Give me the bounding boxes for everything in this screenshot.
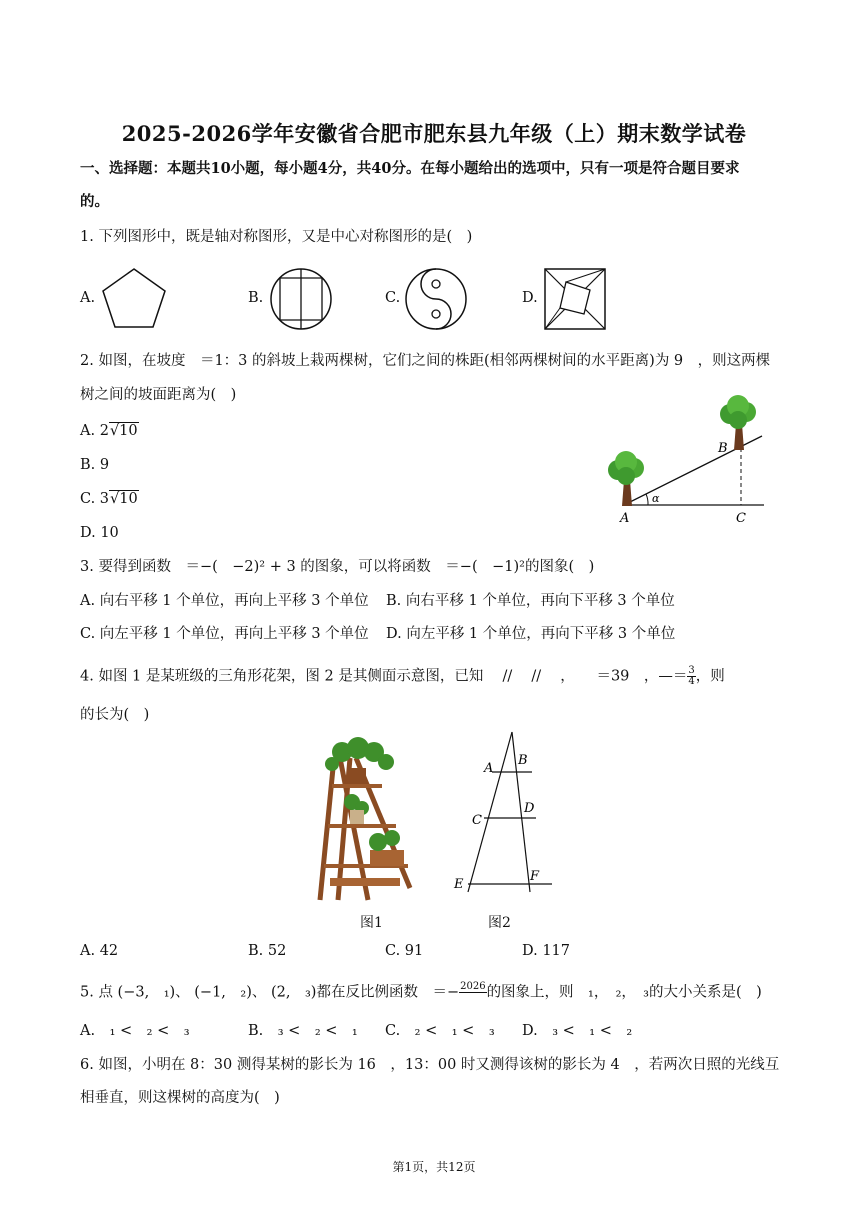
q1-stem: 1. 下列图形中，既是轴对称图形，又是中心对称图形的是( ) [80,229,473,245]
q2-stem: 2. 如图，在坡度 ＝1：3 的斜坡上栽两棵树，它们之间的株距(相邻两棵树间的水平距离)为 9 ，则这两棵 [80,353,771,369]
q3-option-b: B. 向右平移 1 个单位，再向下平移 3 个单位 [386,593,675,609]
point-d-label: D [524,801,535,816]
q4-fraction-numerator: 3 [688,665,695,676]
section-heading: 一、选择题：本题共10小题，每小题4分，共40分。在每小题给出的选项中，只有一项是符合题目要求 [80,160,740,177]
q3-option-a: A. 向右平移 1 个单位，再向上平移 3 个单位 [80,593,369,609]
q2-stem-cont: 树之间的坡面距离为( ) [80,387,237,403]
q4-fraction [687,666,695,687]
q2-option-c-prefix: C. 3 [80,491,110,507]
figure-2-caption: 图2 [488,915,511,931]
q2-option-c-radicand: 10 [119,491,138,507]
q5-fraction-numerator: 2026 [460,981,486,992]
q3-option-d: D. 向左平移 1 个单位，再向下平移 3 个单位 [386,626,676,642]
q2-option-b: B. 9 [80,457,110,473]
page-title: 2025-2026学年安徽省合肥市肥东县九年级（上）期末数学试卷 [121,121,747,146]
q2-option-c-radical: √10 [110,491,138,507]
point-e-label: E [454,877,464,892]
q4-option-b: B. 52 [248,943,287,959]
section-heading-cont: 的。 [80,193,109,210]
q6-stem: 6. 如图，小明在 8：30 测得某树的影长为 16 ，13：00 时又测得该树的影长为 4 ，若两次日照的光线互 [80,1057,780,1073]
q5-option-c: C. ₂ < ₁ < ₃ [385,1023,495,1039]
q4-option-c: C. 91 [385,943,424,959]
q1-option-d-label: D. [522,290,538,306]
point-c-label: C [736,511,746,526]
trapezoid-diagram [448,728,558,898]
page-footer: 第1页，共12页 [392,1160,476,1174]
q2-option-c [80,490,139,508]
q5-option-d: D. ₃ < ₁ < ₂ [522,1023,633,1039]
flower-stand-photo [312,738,422,906]
q4-option-a: A. 42 [80,943,119,959]
circle-rectangle-figure [269,268,333,330]
q4-stem-tail: ，则 [695,668,725,685]
q5-option-b: B. ₃ < ₂ < ₁ [248,1023,358,1039]
q3-stem: 3. 要得到函数 ＝−( −2)² + 3 的图象，可以将函数 ＝−( −1)²的图象( ) [80,559,595,575]
q5-stem-tail: 的图象上，则 ₁， ₂， ₃的大小关系是( ) [486,984,762,1001]
q4-option-d: D. 117 [522,943,571,959]
q2-option-a-prefix: A. 2 [80,423,109,439]
q6-stem-cont: 相垂直，则这棵树的高度为( ) [80,1090,280,1106]
point-c-label: C [472,813,482,828]
point-f-label: F [530,869,540,884]
q1-option-c-label: C. [385,290,401,306]
q4-stem-text: 4. 如图 1 是某班级的三角形花架，图 2 是其侧面示意图，已知 // // ， ＝39 ，—＝ [80,668,688,685]
q1-option-a-label: A. [80,290,96,306]
q3-option-c: C. 向左平移 1 个单位，再向上平移 3 个单位 [80,626,369,642]
q1-option-b-label: B. [248,290,264,306]
q4-stem [80,666,725,687]
yin-yang-figure [405,268,467,330]
figure-1-caption: 图1 [360,915,383,931]
q2-option-d: D. 10 [80,525,119,541]
q5-option-a: A. ₁ < ₂ < ₃ [80,1023,190,1039]
slope-trees-figure [590,398,770,528]
q4-stem-cont: 的长为( ) [80,707,150,723]
q2-option-a [80,422,139,440]
q4-fraction-denominator: 4 [688,676,695,687]
square-pinwheel-figure [544,268,606,330]
q2-option-a-radicand: 10 [119,423,138,439]
point-a-label: A [484,761,494,776]
q2-option-a-radical: √10 [109,423,138,439]
q5-stem-text: 5. 点 (−3, ₁)、 (−1, ₂)、 (2, ₃)都在反比例函数 ＝− [80,984,460,1001]
point-a-label: A [620,511,630,526]
point-b-label: B [518,753,528,768]
point-b-label: B [718,441,728,456]
pentagon-figure [100,266,168,330]
angle-alpha-label: α [652,492,660,505]
q5-fraction [459,982,486,1003]
q5-stem [80,982,762,1003]
